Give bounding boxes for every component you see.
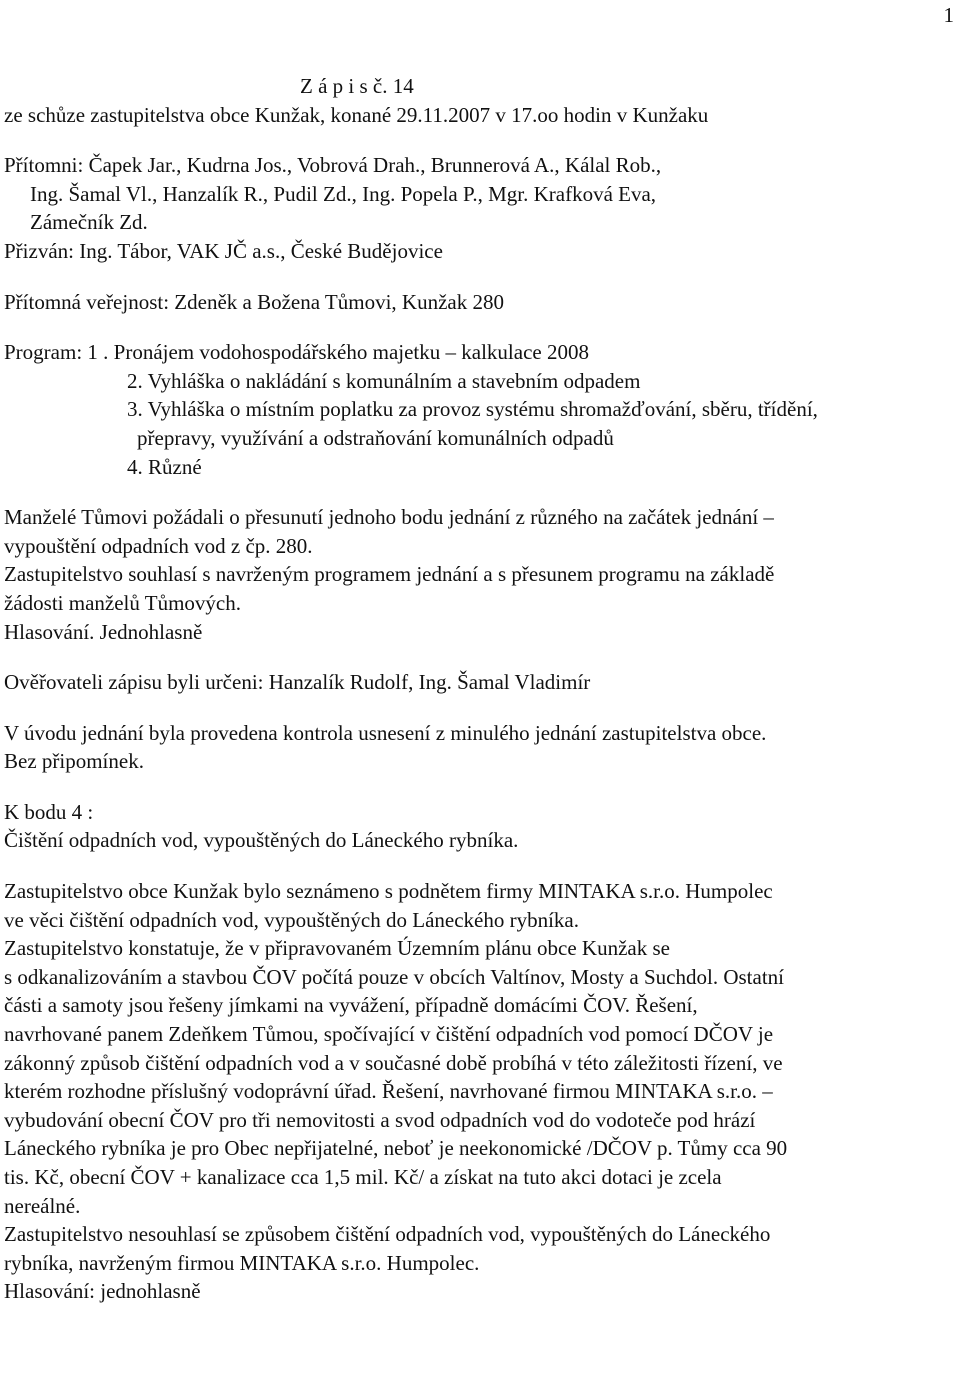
body-line: části a samoty jsou řešeny jímkami na vyvážení, případně domácími ČOV. Řešení, bbox=[4, 993, 698, 1018]
document-body bbox=[4, 72, 954, 1306]
control-line-2: Bez připomínek. bbox=[4, 749, 144, 774]
program-item-3-continued: přepravy, využívání a odstraňování komunálních odpadů bbox=[137, 425, 614, 450]
body-line: tis. Kč, obecní ČOV + kanalizace cca 1,5 mil. Kč/ a získat na tuto akci dotaci je zcela bbox=[4, 1165, 722, 1189]
program-item-1: Program: 1 . Pronájem vodohospodářského majetku – kalkulace 2008 bbox=[4, 340, 589, 365]
body-line: Zastupitelstvo obce Kunžak bylo seznámeno s podnětem firmy MINTAKA s.r.o. Humpolec bbox=[4, 879, 773, 904]
document-title: Z á p i s č. 14 bbox=[300, 74, 414, 98]
body-line: zákonný způsob čištění odpadních vod a v současné době probíhá v této záležitosti řízení, ve bbox=[4, 1050, 783, 1075]
page-number: 1 bbox=[943, 3, 954, 27]
body-line: Láneckého rybníka je pro Obec nepřijatelné, neboť je neekonomické /DČOV p. Tůmy cca 90 bbox=[4, 1136, 788, 1161]
body-line: Zastupitelstvo nesouhlasí se způsobem čištění odpadních vod, vypouštěných do Láneckého bbox=[4, 1222, 771, 1247]
point4-subject: Čištění odpadních vod, vypouštěných do Láneckého rybníka. bbox=[4, 828, 519, 853]
document-subtitle: ze schůze zastupitelstva obce Kunžak, konané 29.11.2007 v 17.oo hodin v Kunžaku bbox=[4, 102, 709, 127]
body-line: ve věci čištění odpadních vod, vypouštěných do Láneckého rybníka. bbox=[4, 907, 579, 932]
body-vote: Hlasování: jednohlasně bbox=[4, 1279, 201, 1304]
present-line-3: Zámečník Zd. bbox=[30, 210, 148, 235]
request-line-2: vypouštění odpadních vod z čp. 280. bbox=[4, 533, 313, 558]
body-line: navrhované panem Zdeňkem Tůmou, spočívající v čištění odpadních vod pomocí DČOV je bbox=[4, 1022, 774, 1047]
request-line-1: Manželé Tůmovi požádali o přesunutí jednoho bodu jednání z různého na začátek jednání – bbox=[4, 505, 774, 530]
body-line: s odkanalizováním a stavbou ČOV počítá pouze v obcích Valtínov, Mosty a Suchdol. Ostatní bbox=[4, 964, 784, 989]
public-line: Přítomná veřejnost: Zdeněk a Božena Tůmovi, Kunžak 280 bbox=[4, 289, 504, 314]
point4-heading: K bodu 4 : bbox=[4, 799, 94, 824]
request-line-3: Zastupitelstvo souhlasí s navrženým programem jednání a s přesunem programu na základě bbox=[4, 562, 775, 587]
body-line: kterém rozhodne příslušný vodoprávní úřad. Řešení, navrhované firmou MINTAKA s.r.o. – bbox=[4, 1079, 773, 1104]
control-line-1: V úvodu jednání byla provedena kontrola usnesení z minulého jednání zastupitelstva obce. bbox=[4, 720, 767, 745]
invited-line: Přizván: Ing. Tábor, VAK JČ a.s., České Budějovice bbox=[4, 238, 443, 263]
request-line-4: žádosti manželů Tůmových. bbox=[4, 590, 241, 615]
body-line: vybudování obecní ČOV pro tři nemovitosti a svod odpadních vod do vodoteče pod hrází bbox=[4, 1107, 756, 1132]
body-line: nereálné. bbox=[4, 1193, 81, 1218]
request-vote: Hlasování. Jednohlasně bbox=[4, 619, 203, 644]
verifiers-line: Ověřovateli zápisu byli určeni: Hanzalík Rudolf, Ing. Šamal Vladimír bbox=[4, 670, 591, 695]
program-item-2: 2. Vyhláška o nakládání s komunálním a stavebním odpadem bbox=[127, 368, 641, 393]
body-line: rybníka, navrženým firmou MINTAKA s.r.o. Humpolec. bbox=[4, 1250, 480, 1275]
present-line-1: Přítomni: Čapek Jar., Kudrna Jos., Vobrová Drah., Brunnerová A., Kálal Rob., bbox=[4, 153, 662, 178]
present-line-2: Ing. Šamal Vl., Hanzalík R., Pudil Zd., Ing. Popela P., Mgr. Krafková Eva, bbox=[30, 181, 657, 206]
program-item-3: 3. Vyhláška o místním poplatku za provoz systému shromažďování, sběru, třídění, bbox=[127, 397, 818, 422]
body-line: Zastupitelstvo konstatuje, že v připravovaném Územním plánu obce Kunžak se bbox=[4, 936, 670, 961]
program-item-4: 4. Různé bbox=[127, 454, 202, 479]
